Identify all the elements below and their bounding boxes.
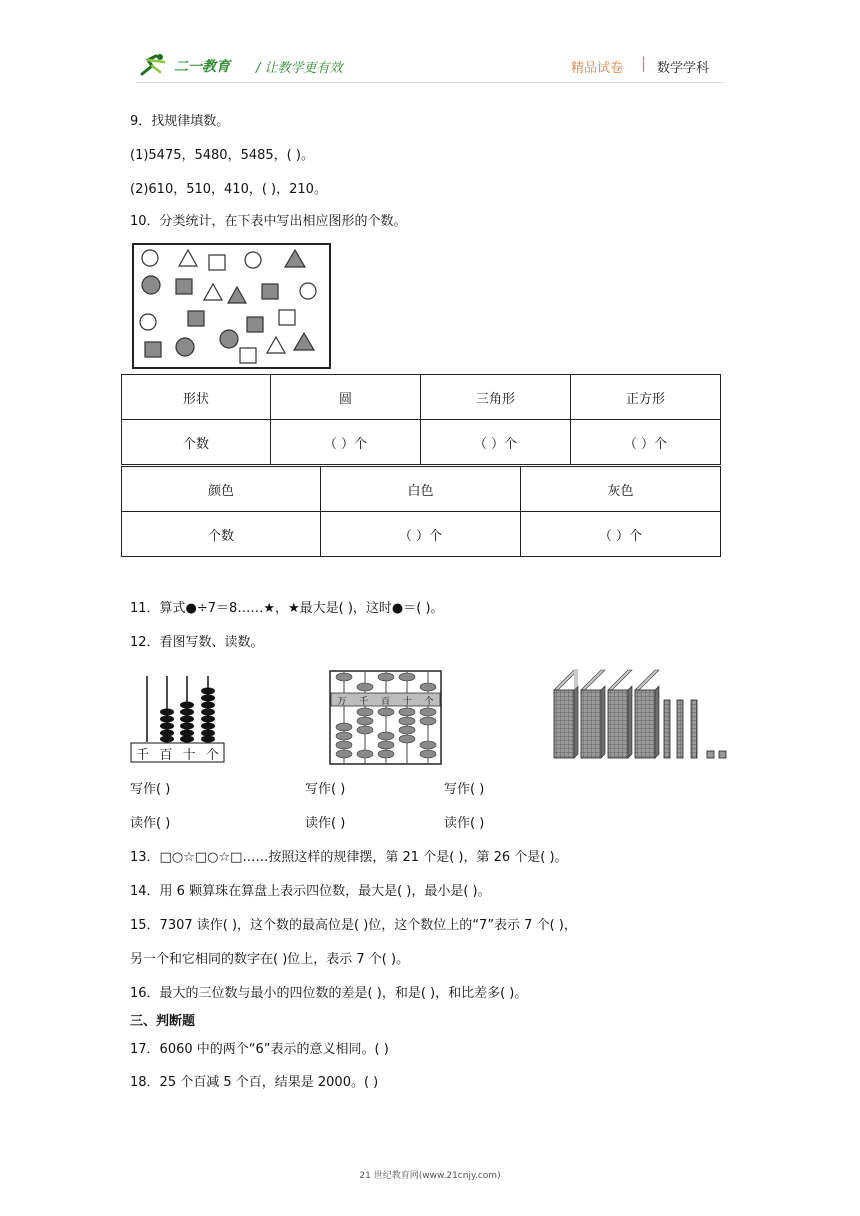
table2-header-gray: 灰色: [521, 467, 721, 512]
read-answer-2[interactable]: 读作( ): [305, 816, 346, 831]
table2-header-color: 颜色: [122, 467, 321, 512]
label-hundreds: 百: [159, 748, 173, 763]
white-circle: [300, 283, 316, 299]
header-subject: 数学学科: [657, 61, 710, 76]
table1-header-circle: 圆: [271, 375, 421, 420]
brand-name: 二一教育: [174, 59, 230, 75]
color-count-table: [121, 466, 721, 557]
write-answer-1[interactable]: 写作( ): [130, 782, 171, 797]
suanpan-figure: [329, 670, 443, 766]
q9-title: 9．找规律填数。: [130, 114, 230, 129]
table2-gray-count[interactable]: （ ）个: [521, 512, 721, 557]
read-answer-1[interactable]: 读作( ): [130, 816, 171, 831]
suanpan-labels: [331, 694, 440, 707]
white-circle: [142, 250, 158, 266]
shapes-figure: [132, 243, 332, 370]
q12-title: 12．看图写数、读数。: [130, 635, 264, 650]
table1-header-square: 正方形: [571, 375, 721, 420]
ones-beads: [201, 688, 215, 743]
label-ones: 个: [424, 697, 434, 707]
runner-logo-icon: [138, 52, 170, 78]
white-square: [209, 255, 225, 270]
slogan: / 让教学更有效: [256, 61, 343, 76]
write-answer-3[interactable]: 写作( ): [444, 782, 485, 797]
header-separator: |: [641, 54, 647, 72]
white-square: [240, 348, 256, 363]
table1-square-count[interactable]: （ ）个: [571, 420, 721, 465]
q10-title: 10．分类统计，在下表中写出相应图形的个数。: [130, 214, 407, 229]
read-answer-3[interactable]: 读作( ): [444, 816, 485, 831]
table2-white-count[interactable]: （ ）个: [321, 512, 521, 557]
header-divider: [136, 82, 724, 83]
slogan-text: 让教学更有效: [264, 61, 343, 76]
label-ten-thousands: 万: [337, 697, 347, 707]
hundreds-beads: [160, 709, 174, 743]
unit-cubes: [707, 751, 726, 758]
label-thousands: 千: [136, 748, 150, 763]
shape-count-table: [121, 374, 721, 465]
gray-circle: [220, 330, 238, 348]
gray-square: [188, 311, 204, 326]
page-footer: 21 世纪教育网(www.21cnjy.com): [359, 1171, 501, 1181]
write-answer-2[interactable]: 写作( ): [305, 782, 346, 797]
q15-line2: 另一个和它相同的数字在( )位上，表示 7 个( )。: [130, 952, 410, 967]
table1-triangle-count[interactable]: （ ）个: [421, 420, 571, 465]
table2-header-white: 白色: [321, 467, 521, 512]
gray-square: [145, 342, 161, 357]
section-judgement-title: 三、判断题: [130, 1014, 196, 1029]
table1-header-shape: 形状: [122, 375, 271, 420]
q13-text: 13．□○☆□○☆□……按照这样的规律摆，第 21 个是( )，第 26 个是( )。: [130, 850, 568, 865]
gray-square: [247, 317, 263, 332]
gray-circle: [142, 276, 160, 294]
table1-header-triangle: 三角形: [421, 375, 571, 420]
q14-text: 14．用 6 颗算珠在算盘上表示四位数，最大是( )，最小是( )。: [130, 884, 491, 899]
counting-frame-labels: [131, 744, 224, 763]
header-category: 精品试卷: [571, 61, 624, 76]
q17-text: 17．6060 中的两个“6”表示的意义相同。( ): [130, 1042, 389, 1057]
white-circle: [245, 252, 261, 268]
q18-text: 18．25 个百减 5 个百，结果是 2000。( ): [130, 1075, 379, 1090]
gray-circle: [176, 338, 194, 356]
gray-square: [262, 284, 278, 299]
gray-square: [176, 279, 192, 294]
q9-part2: (2)610，510，410，( )，210。: [130, 182, 327, 197]
tens-beads: [180, 702, 194, 743]
white-circle: [140, 314, 156, 330]
label-hundreds: 百: [380, 697, 390, 707]
table1-circle-count[interactable]: （ ）个: [271, 420, 421, 465]
thousand-cubes: [554, 670, 659, 758]
q11-text: 11．算式●÷7＝8……★，★最大是( )，这时●＝( )。: [130, 601, 444, 616]
label-thousands: 千: [359, 697, 369, 707]
q9-part1: (1)5475，5480，5485，( )。: [130, 148, 314, 163]
table1-row-label: 个数: [122, 420, 271, 465]
white-square: [279, 310, 295, 325]
label-ones: 个: [205, 748, 219, 763]
label-tens: 十: [402, 697, 412, 707]
label-tens: 十: [182, 748, 196, 763]
q15-line1: 15．7307 读作( )，这个数的最高位是( )位，这个数位上的“7”表示 7 个( )，: [130, 918, 577, 933]
base-ten-blocks-figure: [548, 664, 732, 760]
q16-text: 16．最大的三位数与最小的四位数的差是( )，和是( )，和比差多( )。: [130, 986, 528, 1001]
ten-rods: [664, 700, 697, 758]
table2-row-label: 个数: [122, 512, 321, 557]
